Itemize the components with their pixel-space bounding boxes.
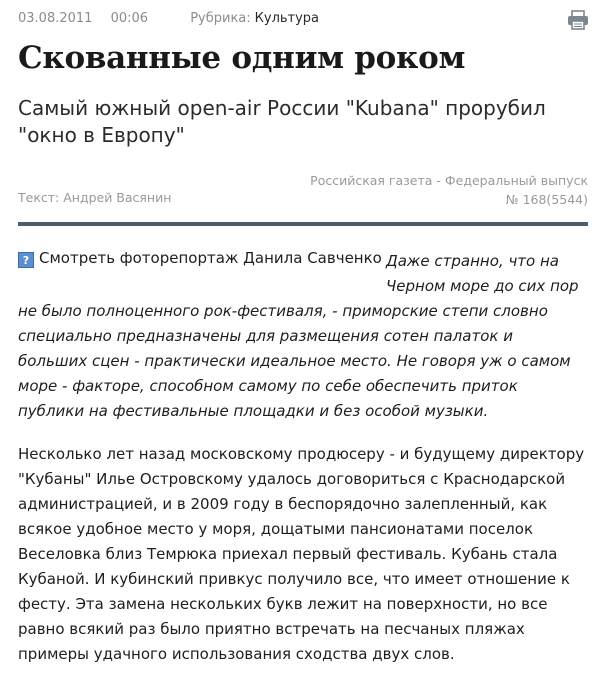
question-icon: ?: [18, 252, 34, 268]
body-line: равно всякий раз было приятно встречать на песчаных пляжах: [18, 620, 525, 638]
header-divider: [18, 222, 588, 226]
body-line: "Кубаны" Илье Островскому удалось договориться с Краснодарской: [18, 470, 566, 488]
article-subtitle: Самый южный open-air России "Kubana" прорубил "окно в Европу": [18, 96, 546, 147]
body-line: Несколько лет назад московскому продюсеру - и будущему директору: [18, 445, 585, 463]
lead-paragraph: [18, 299, 593, 424]
lead-line: специально предназначены для размещения сотен палаток и: [18, 327, 513, 345]
article-date: 03.08.2011: [18, 11, 93, 26]
lead-line: Черном море до сих пор: [386, 277, 579, 295]
photo-report-link-text[interactable]: Смотреть фоторепортаж Данила Савченко: [39, 249, 382, 267]
lead-line: публики на фестивальные площадки и без особой музыки.: [18, 402, 489, 420]
rubric-link[interactable]: Культура: [254, 11, 320, 26]
issue-number: № 168(5544): [505, 192, 588, 207]
body-paragraph: [18, 442, 593, 667]
body-line: Кубаной. И кубинский привкус получило все, что имеет отношение к: [18, 570, 570, 588]
body-line: всякое удобное место у моря, дощатыми пансионатами поселок: [18, 520, 534, 538]
article-time: 00:06: [110, 11, 149, 26]
article-meta: [18, 11, 319, 26]
lead-line: море - факторе, способном самому по себе обеспечить приток: [18, 377, 518, 395]
printer-icon[interactable]: [567, 10, 589, 30]
rubric-label: Рубрика:: [190, 11, 251, 26]
photo-report-link[interactable]: [18, 249, 382, 268]
publication-name: Российская газета - Федеральный выпуск: [310, 173, 588, 188]
body-line: фесту. Эта замена нескольких букв лежит на поверхности, но все: [18, 595, 548, 613]
body-line: примеры удачного использования сходства двух слов.: [18, 645, 455, 663]
lead-line: не было полноценного рок-фестиваля, - приморские степи словно: [18, 302, 548, 320]
article-author: Текст: Андрей Васянин: [18, 190, 172, 205]
lead-line: больших сцен - практически идеальное место. Не говоря уж о самом: [18, 352, 571, 370]
publication-info: [310, 171, 588, 209]
body-line: администрацией, и в 2009 году в беспорядочно залепленный, как: [18, 495, 548, 513]
article-title: Скованные одним роком: [18, 40, 466, 76]
body-line: Веселовка близ Темрюка приехал первый фестиваль. Кубань стала: [18, 545, 558, 563]
lead-paragraph-top: [386, 249, 591, 299]
lead-line: Даже странно, что на: [386, 252, 559, 270]
